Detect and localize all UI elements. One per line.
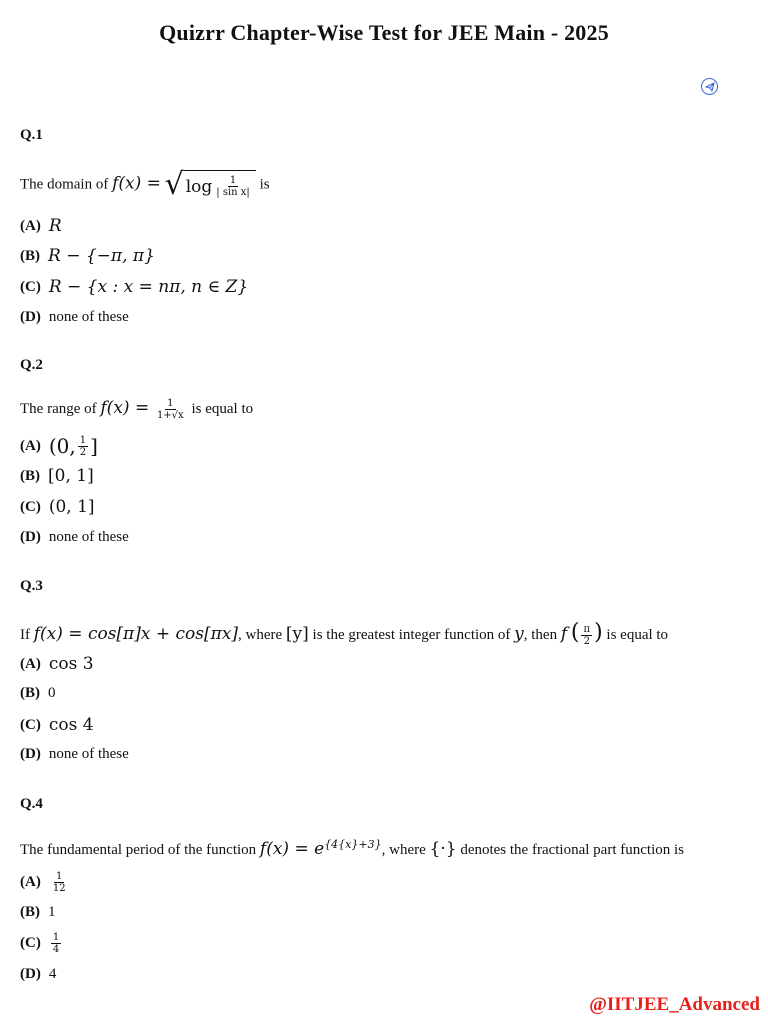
option-b[interactable] [20, 685, 56, 702]
question-text [20, 167, 270, 202]
fraction-numerator: π [583, 624, 591, 636]
option-d[interactable] [20, 529, 129, 546]
fraction-denominator: | sin x| [216, 187, 250, 198]
fraction [214, 175, 252, 198]
question-text-post: is equal to [191, 401, 254, 417]
sqrt-expression [164, 167, 256, 202]
option-text: [0, 1] [48, 466, 94, 486]
option-d[interactable] [20, 309, 129, 326]
option-label: (D) [20, 309, 41, 325]
option-text: 0 [48, 685, 56, 701]
option-label: (D) [20, 529, 41, 545]
telegram-icon[interactable] [701, 78, 718, 95]
question-text-mid: , where [381, 842, 426, 858]
question-text-pre: The range of [20, 401, 97, 417]
option-text-post: ] [90, 434, 98, 458]
option-label: (B) [20, 904, 40, 920]
question-text-mid: , then [523, 627, 558, 643]
function-expression: f(x) = e [259, 839, 325, 859]
option-label: (A) [20, 437, 41, 454]
page-title: Quizrr Chapter-Wise Test for JEE Main - 2025 [159, 20, 609, 45]
option-label: (A) [20, 874, 41, 890]
sqrt-sign: √ [164, 167, 184, 202]
option-text: (0, 1] [48, 497, 95, 517]
option-b[interactable] [20, 466, 94, 486]
option-b[interactable] [20, 904, 56, 921]
option-text: R − {−π, π} [48, 246, 155, 266]
option-a[interactable] [20, 871, 70, 894]
function-expression: f(x) = [112, 173, 161, 194]
option-label: (C) [20, 498, 41, 515]
question-text [20, 838, 684, 859]
fraction-denominator: 2 [583, 636, 590, 648]
question-text-mid: , where [238, 627, 283, 643]
option-label: (A) [20, 655, 41, 672]
question-text-pre: The domain of [20, 176, 109, 193]
fraction-numerator: 1 [52, 932, 60, 943]
option-d[interactable] [20, 966, 56, 983]
option-text: 4 [48, 966, 57, 982]
fraction-denominator: 4 [52, 944, 60, 955]
option-text: cos 4 [48, 715, 94, 735]
fraction-denominator: 2 [79, 446, 87, 458]
option-label: (B) [20, 247, 40, 264]
function-expression: f(x) = [100, 398, 150, 418]
question-text-post: denotes the fractional part function is [460, 842, 684, 858]
question-text-pre: If [20, 627, 30, 643]
option-text: R [48, 216, 62, 236]
log-text: log [185, 176, 213, 197]
question-text [20, 620, 668, 647]
option-text: none of these [48, 309, 129, 325]
option-label: (C) [20, 278, 41, 295]
option-label: (A) [20, 217, 41, 234]
paren-open: ( [570, 620, 580, 645]
question-text-mid: is the greatest integer function of [312, 627, 511, 643]
question-text [20, 398, 253, 421]
fraction [581, 624, 592, 647]
question-text-post: is equal to [606, 627, 669, 643]
option-a[interactable] [20, 654, 94, 674]
greatest-integer-notation: [y] [285, 624, 309, 644]
fraction-denominator: 1+√x [156, 410, 184, 422]
option-text: 1 [48, 904, 56, 920]
option-label: (D) [20, 746, 41, 762]
option-c[interactable] [20, 932, 63, 955]
option-text: cos 3 [48, 654, 94, 674]
fraction [51, 932, 61, 955]
option-text: none of these [48, 746, 129, 762]
option-text: R − {x : x = nπ, n ∈ Z} [48, 277, 249, 297]
fraction-numerator: 1 [167, 398, 174, 410]
variable-y: y [514, 624, 524, 644]
option-d[interactable] [20, 746, 129, 763]
fraction [78, 435, 88, 458]
option-c[interactable] [20, 497, 95, 517]
paren-close: ) [594, 620, 603, 645]
option-label: (C) [20, 716, 41, 733]
function-name: f [560, 624, 568, 644]
exponent: {4{x}+3} [324, 838, 382, 851]
question-label: Q.4 [20, 796, 43, 812]
option-text: none of these [48, 529, 129, 545]
channel-handle[interactable]: @IITJEE_Advanced [589, 994, 760, 1015]
function-expression: f(x) = cos[π]x + cos[πx] [33, 624, 239, 644]
fractional-part-notation: {·} [429, 839, 457, 859]
option-a[interactable] [20, 434, 98, 458]
fraction-numerator: 1 [56, 871, 63, 882]
fraction-numerator: 1 [79, 434, 87, 446]
option-label: (C) [20, 935, 41, 951]
question-label: Q.2 [20, 357, 43, 373]
question-label: Q.3 [20, 578, 43, 594]
question-text-post: is [259, 176, 270, 193]
option-c[interactable] [20, 277, 248, 297]
question-label: Q.1 [20, 127, 43, 143]
option-c[interactable] [20, 715, 94, 735]
option-label: (B) [20, 685, 40, 701]
question-text-pre: The fundamental period of the function [20, 842, 257, 858]
option-label: (D) [20, 966, 41, 982]
fraction-denominator: 12 [52, 883, 66, 894]
option-text-pre: (0, [48, 434, 76, 458]
option-b[interactable] [20, 246, 155, 266]
option-label: (B) [20, 467, 40, 484]
fraction [155, 398, 186, 421]
option-a[interactable] [20, 216, 62, 236]
fraction [51, 871, 68, 894]
fraction-numerator: 1 [229, 175, 237, 186]
